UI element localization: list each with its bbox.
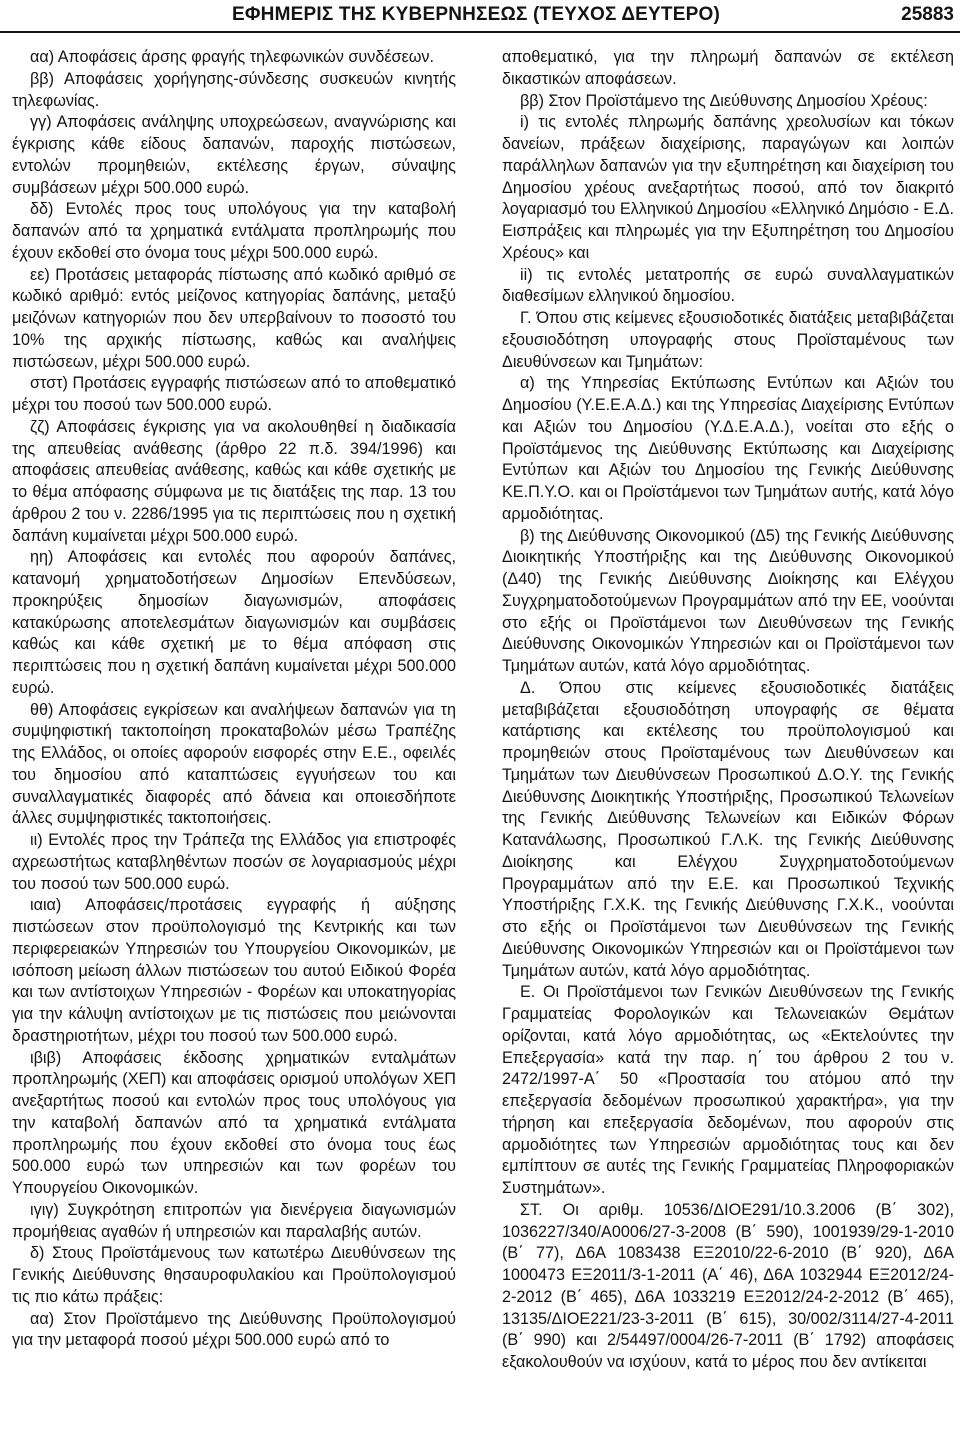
header-rule <box>0 31 960 33</box>
page-number: 25883 <box>901 4 954 25</box>
paragraph: θθ) Αποφάσεις εγκρίσεων και αναλήψεων δαπανών για τη συμψηφιστική τακτοποίηση προκαταβολών μέσω Τραπέζης της Ελλάδος, οι οποίες αφορούν εισφορές στην Ε.Ε., οφειλές του δημοσίου από καταπτώσεις εγγυήσεων του και συναλλαγματικές διαφορές από δάνεια και οποιεσδήποτε άλλες συμψηφιστικές τακτοποιήσεις. <box>12 700 456 828</box>
paragraph: στστ) Προτάσεις εγγραφής πιστώσεων από το αποθεματικό μέχρι του ποσού των 500.000 ευρώ. <box>12 374 456 414</box>
paragraph: εε) Προτάσεις μεταφοράς πίστωσης από κωδικό αριθμό σε κωδικό αριθμό: εντός μείζονος κατηγορίας δαπάνης, μεταξύ μειζόνων κατηγοριών που δεν υπερβαίνουν το ποσοστό του 10% της αρχικής πίστωσης, καθώς και αναλήψεις πιστώσεων, μέχρι 500.000 ευρώ. <box>12 265 456 371</box>
paragraph: δ) Στους Προϊστάμενους των κατωτέρω Διευθύνσεων της Γενικής Διεύθυνσης θησαυροφυλακίου και Προϋπολογισμού τις πιο κάτω πράξεις: <box>12 1244 456 1306</box>
right-column <box>502 47 954 1374</box>
paragraph: ββ) Στον Προϊστάμενο της Διεύθυνσης Δημοσίου Χρέους: <box>520 91 928 110</box>
page-header <box>0 0 960 40</box>
paragraph: β) της Διεύθυνσης Οικονομικού (Δ5) της Γενικής Διεύθυνσης Διοικητικής Υποστήριξης και της Διεύθυνσης Οικονομικού (Δ40) της Γενικής Διεύθυνσης Διοίκησης και Ελέγχου Συγχρηματοδοτούμενων Προγραμμάτων από την ΕΕ, νοούνται στο εξής οι Προϊστάμενοι των Διευθύνσεων της Γενικής Διεύθυνσης Οικονομικών Υπηρεσιών και οι Προϊστάμενοι των Τμημάτων αυτών, κατά λόγο αρμοδιότητας. <box>502 526 954 675</box>
paragraph: αα) Αποφάσεις άρσης φραγής τηλεφωνικών συνδέσεων. <box>30 48 434 66</box>
paragraph: Ε. Οι Προϊστάμενοι των Γενικών Διευθύνσεων της Γενικής Γραμματείας Φορολογικών και Τελωνειακών Θεμάτων ορίζονται, κατά λόγο αρμοδιότητας, ως «Εκτελούντες την Επεξεργασία» κατά την παρ. η΄ του άρθρου 2 του ν. 2472/1997-Α΄ 50 «Προστασία του ατόμου από την επεξεργασία δεδομένων προσωπικού χαρακτήρα», για την τήρηση και επεξεργασία δεδομένων, που αφορούν στις αρμοδιότητες των Υπηρεσιών αρμοδιότητας τους και δεν εμπίπτουν σε αυτές της Γενικής Γραμματείας Πληροφοριακών Συστημάτων». <box>502 983 954 1197</box>
paragraph: αποθεματικό, για την πληρωμή δαπανών σε εκτέλεση δικαστικών αποφάσεων. <box>502 48 954 88</box>
paragraph: i) τις εντολές πληρωμής δαπάνης χρεολυσίων και τόκων δανείων, πράξεων διαχείρισης, παραγώγων και λοιπών παράλληλων δαπανών για την εξυπηρέτηση και διαχείριση του Δημοσίου χρέους ανεξαρτήτως ποσού, από τον διακριτό λογαριασμό του Ελληνικού Δημοσίου «Ελληνικό Δημόσιο - Ε.Δ. Εισπράξεις και πληρωμές για την Εξυπηρέτηση του Δημοσίου Χρέους» και <box>502 113 954 262</box>
paragraph: α) της Υπηρεσίας Εκτύπωσης Εντύπων και Αξιών του Δημοσίου (Υ.Ε.Ε.Α.Δ.) και της Υπηρεσίας Διαχείρισης Εντύπων και Αξιών του Δημοσίου (Υ.Δ.Ε.Α.Δ.), νοείται στο εξής ο Προϊστάμενος της Διεύθυνσης Εκτύπωσης και Διαχείρισης Εντύπων και Αξιών του Δημοσίου της Γενικής Διεύθυνσης ΚΕ.Π.Υ.Ο. και οι Προϊστάμενοι των Τμημάτων αυτής, κατά λόγο αρμοδιότητας. <box>502 374 954 523</box>
paragraph: ηη) Αποφάσεις και εντολές που αφορούν δαπάνες, κατανομή χρηματοδοτήσεων Δημοσίων Επενδύσεων, προκηρύξεις δημοσίων διαγωνισμών, αποφάσεις κατακύρωσης αποτελεσμάτων διαγωνισμών και συμβάσεις καθώς και κάθε σχετική με το θέμα απόφαση στις περιπτώσεις που η σχετική δαπάνη κυμαίνεται μέχρι 500.000 ευρώ. <box>12 548 456 697</box>
paragraph: δδ) Εντολές προς τους υπολόγους για την καταβολή δαπανών από τα χρηματικά εντάλματα προπληρωμής που έχουν εκδοθεί στο όνομα τους μέχρι 500.000 ευρώ. <box>12 200 456 262</box>
gazette-title: ΕΦΗΜΕΡΙΣ ΤΗΣ ΚΥΒΕΡΝΗΣΕΩΣ (ΤΕΥΧΟΣ ΔΕΥΤΕΡΟ) <box>232 4 720 25</box>
paragraph: ββ) Αποφάσεις χορήγησης-σύνδεσης συσκευών κινητής τηλεφωνίας. <box>12 69 456 110</box>
paragraph: αα) Στον Προϊστάμενο της Διεύθυνσης Προϋπολογισμού για την μεταφορά ποσού μέχρι 500.000 ευρώ από το <box>12 1309 456 1350</box>
paragraph: ζζ) Αποφάσεις έγκρισης για να ακολουθηθεί η διαδικασία της απευθείας ανάθεσης (άρθρο 22 π.δ. 394/1996) και αποφάσεις απευθείας ανάθεσης, καθώς και κάθε σχετικής με το θέμα απόφασης σύμφωνα με τις διατάξεις της παρ. 13 του άρθρου 2 του ν. 2286/1995 για τις περιπτώσεις που η σχετική δαπάνη κυμαίνεται μέχρι 500.000 ευρώ. <box>12 417 456 545</box>
paragraph: ΣΤ. Οι αριθμ. 10536/ΔΙΟΕ291/10.3.2006 (Β΄ 302), 1036227/340/Α0006/27-3-2008 (Β΄ 590), 1001939/29-1-2010 (Β΄ 77), Δ6Α 1083438 ΕΞ2010/22-6-2010 (Β΄ 920), Δ6Α 1000473 ΕΞ2011/3-1-2011 (Α΄ 46), Δ6Α 1032944 ΕΞ2012/24-2-2012 (Β΄ 465), Δ6Α 1033219 ΕΞ2012/24-2-2012 (Β΄ 465), 13135/ΔΙΟΕ221/23-3-2011 (Β΄ 615), 30/002/3114/27-4-2011 (Β΄ 990) και 2/54497/0004/26-7-2011 (Β΄ 1792) αποφάσεις εξακολουθούν να ισχύουν, κατά το μέρος που δεν αντίκειται <box>502 1200 954 1371</box>
paragraph: ιι) Εντολές προς την Τράπεζα της Ελλάδος για επιστροφές αχρεωστήτως καταβληθέντων ποσών σε λογαριασμούς μέχρι του ποσού των 500.000 ευρώ. <box>12 831 456 893</box>
paragraph: γγ) Αποφάσεις ανάληψης υποχρεώσεων, αναγνώρισης και έγκρισης κάθε είδους δαπανών, παροχής πιστώσεων, εντολών προμηθειών, εκτέλεσης έργων, σύναψης συμβάσεων μέχρι 500.000 ευρώ. <box>12 113 456 197</box>
paragraph: ii) τις εντολές μετατροπής σε ευρώ συναλλαγματικών διαθεσίμων ελληνικού δημοσίου. <box>502 265 954 306</box>
left-column <box>12 47 456 1352</box>
paragraph: Γ. Όπου στις κείμενες εξουσιοδοτικές διατάξεις μεταβιβάζεται εξουσιοδότηση υπογραφής στους Προϊσταμένους των Διευθύνσεων και Τμημάτων: <box>502 309 954 371</box>
paragraph: ιαια) Αποφάσεις/προτάσεις εγγραφής ή αύξησης πιστώσεων στον προϋπολογισμό της Κεντρικής και των περιφερειακών Υπηρεσιών του Υπουργείου Οικονομικών, με ισόποση μείωση άλλων πιστώσεων του αυτού Ειδικού Φορέα και των αντίστοιχων Υπηρεσιών - Φορέων και υποκατηγορίας για την κάλυψη αντίστοιχων με τις πιστώσεις που μειώνονται δραστηριοτήτων, μέχρι του ποσού των 500.000 ευρώ. <box>12 896 456 1045</box>
paragraph: ιγιγ) Συγκρότηση επιτροπών για διενέργεια διαγωνισμών προμήθειας αγαθών ή υπηρεσιών και παραλαβής αυτών. <box>12 1200 456 1241</box>
paragraph: ιβιβ) Αποφάσεις έκδοσης χρηματικών ενταλμάτων προπληρωμής (ΧΕΠ) και αποφάσεις ορισμού υπολόγων ΧΕΠ ανεξαρτήτως ποσού και εντολών προς τους υπολόγους για την καταβολή δαπανών από τα χρηματικά εντάλματα προπληρωμής που έχουν εκδοθεί στο όνομα τους έως 500.000 ευρώ των υπηρεσιών και των φορέων του Υπουργείου Οικονομικών. <box>12 1048 456 1197</box>
paragraph: Δ. Όπου στις κείμενες εξουσιοδοτικές διατάξεις μεταβιβάζεται εξουσιοδότηση υπογραφής σε θέματα κατάρτισης και εκτέλεσης του προϋπολογισμού και προμηθειών στους Προϊσταμένους των Διευθύνσεων και Τμημάτων των Διευθύνσεων Προσωπικού Δ.Ο.Υ. της Γενικής Διεύθυνσης Διοικητικής Υποστήριξης, Προσωπικού Τελωνείων της Γενικής Διεύθυνσης Τελωνείων και Ειδικών Φόρων Κατανάλωσης, Προσωπικού Γ.Λ.Κ. της Γενικής Διεύθυνσης Διοίκησης και Ελέγχου Συγχρηματοδοτούμενων Προγραμμάτων από την Ε.Ε. και Προσωπικού Τεχνικής Υποστήριξης Γ.Χ.Κ. της Γενικής Διεύθυνσης Γ.Χ.Κ., νοούνται στο εξής οι Προϊστάμενοι των Διευθύνσεων της Γενικής Διεύθυνσης Οικονομικών Υπηρεσιών και οι Προϊστάμενοι των Τμημάτων αυτών, κατά λόγο αρμοδιότητας. <box>502 678 954 980</box>
